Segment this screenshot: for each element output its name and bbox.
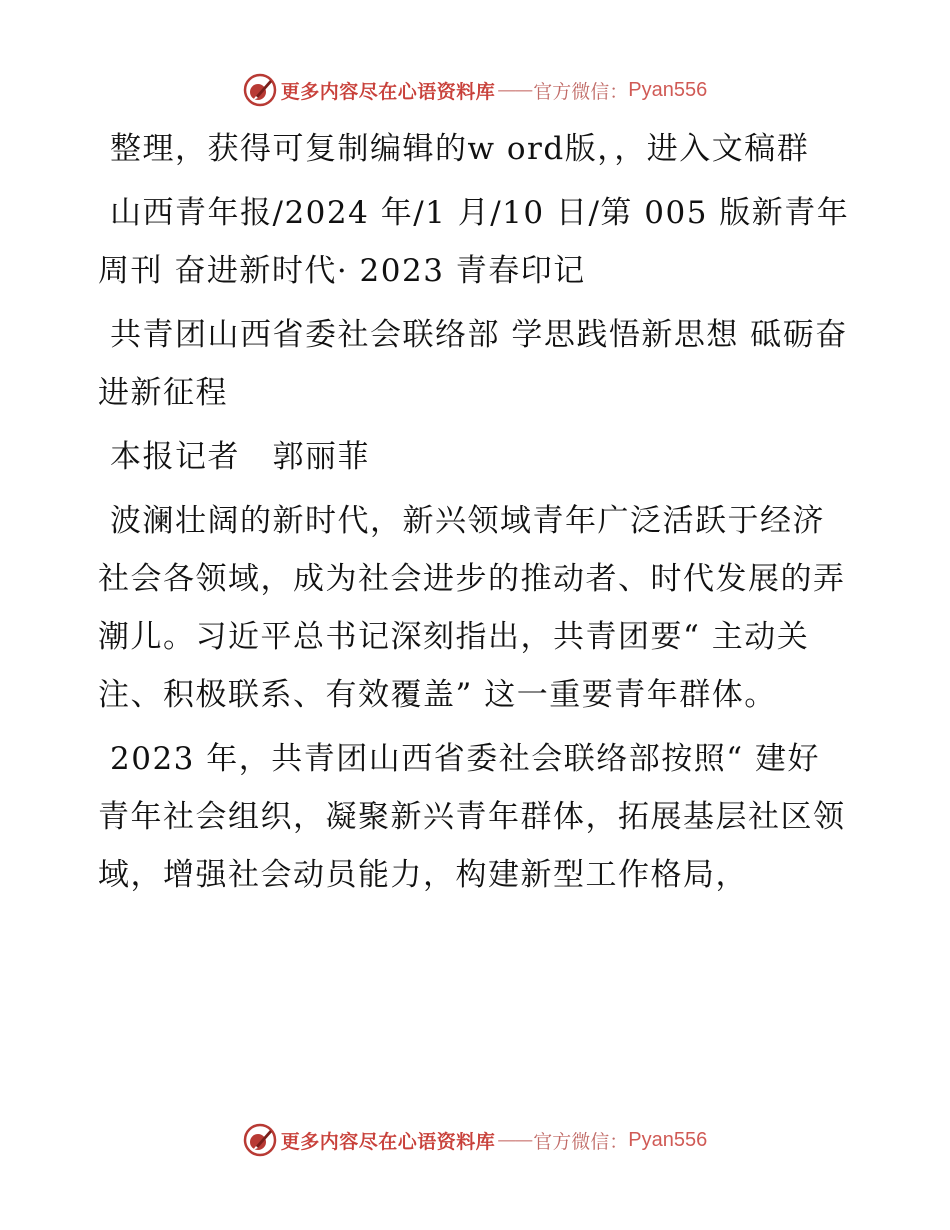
watermark-site-text: 更多内容尽在心语资料库 <box>280 1130 496 1153</box>
footer-watermark <box>0 1120 950 1160</box>
watermark-wechat-id: Pyan556 <box>628 78 708 101</box>
quill-pen-logo-icon <box>243 73 277 107</box>
watermark-wechat-label: 官方微信： <box>533 80 629 103</box>
watermark-dash: —— <box>497 79 532 101</box>
watermark-site-text: 更多内容尽在心语资料库 <box>280 80 496 103</box>
watermark-wechat-id: Pyan556 <box>628 1128 708 1151</box>
paragraph-source-line: 山西青年报/2024 年/1 月/10 日/第 005 版新青年周刊 奋进新时代· 2023 青春印记 <box>98 195 850 289</box>
quill-pen-logo-icon <box>243 1123 277 1157</box>
watermark-wechat-label: 官方微信： <box>533 1130 629 1153</box>
paragraph-intro-note: 整理，获得可复制编辑的w ord版，，进入文稿群 <box>110 131 810 167</box>
watermark-dash: —— <box>497 1129 532 1151</box>
paragraph-article-title: 共青团山西省委社会联络部 学思践悟新思想 砥砺奋进新征程 <box>98 317 848 411</box>
paragraph-body-1: 波澜壮阔的新时代，新兴领域青年广泛活跃于经济社会各领域，成为社会进步的推动者、时代发展的弄潮儿。习近平总书记深刻指出，共青团要“ 主动关注、积极联系、有效覆盖” 这一重要青年群体。 <box>98 503 846 713</box>
paragraph-byline: 本报记者 郭丽菲 <box>110 439 370 475</box>
document-body <box>98 120 850 910</box>
paragraph-body-2: 2023 年，共青团山西省委社会联络部按照“ 建好青年社会组织，凝聚新兴青年群体，拓展基层社区领域，增强社会动员能力，构建新型工作格局， <box>98 741 846 893</box>
header-watermark <box>0 70 950 110</box>
